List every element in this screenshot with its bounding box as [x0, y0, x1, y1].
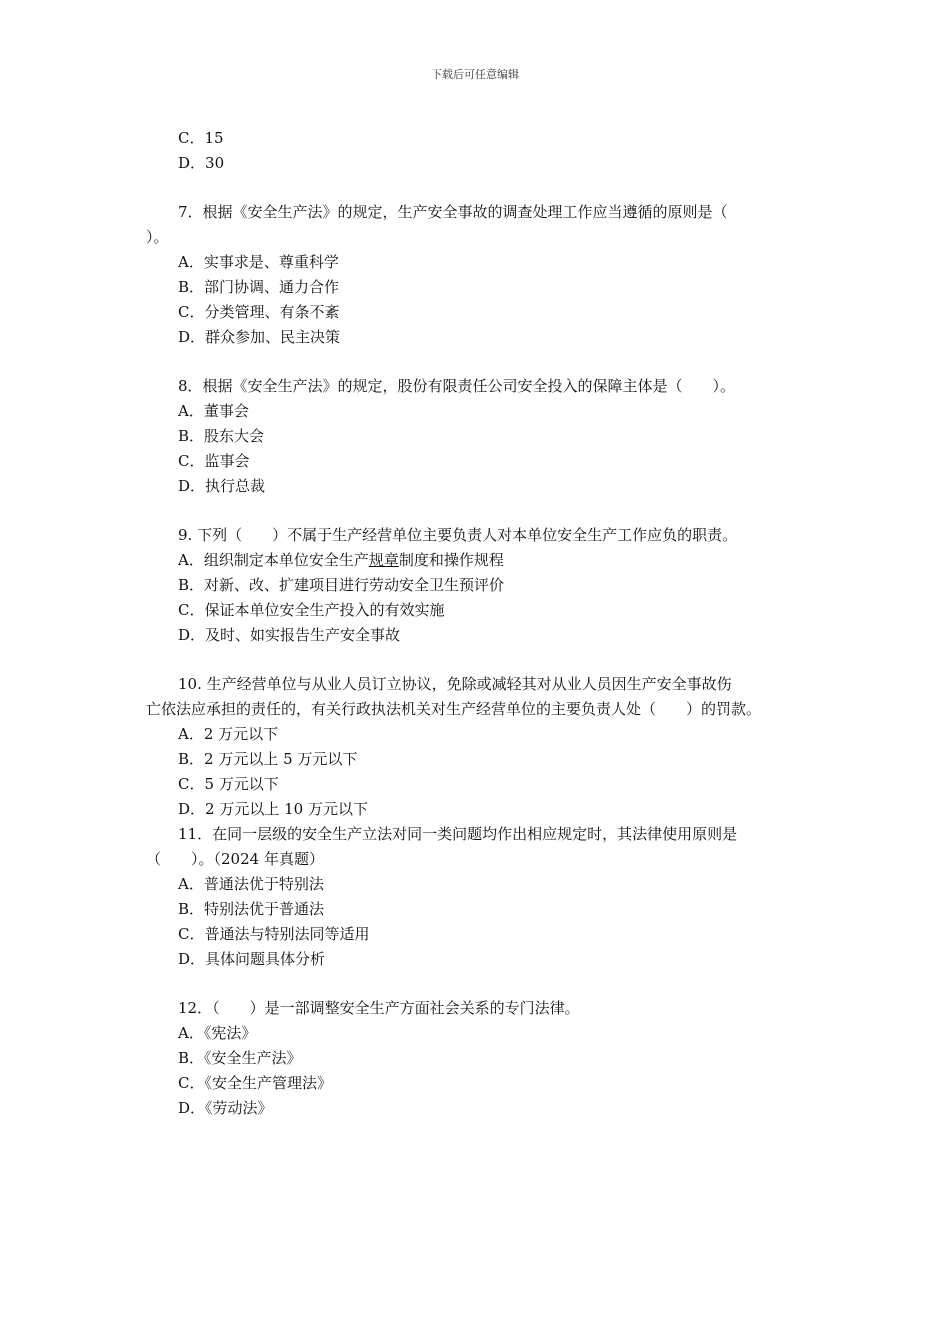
- option-c: C．普通法与特别法同等适用: [178, 925, 370, 943]
- option-b: B．部门协调、通力合作: [178, 278, 340, 296]
- option-d: D．执行总裁: [178, 477, 266, 495]
- option-c: C．监事会: [178, 452, 250, 470]
- option-d: D．《劳动法》: [178, 1099, 273, 1117]
- question-11: [146, 822, 816, 972]
- option-c: C．分类管理、有条不紊: [178, 303, 340, 321]
- option-b: B．股东大会: [178, 427, 265, 445]
- question-9: [146, 523, 816, 648]
- option-a-pre: A．组织制定本单位安全生产: [178, 551, 369, 569]
- question-text-cont: ）。: [146, 228, 169, 246]
- question-7: [146, 200, 816, 350]
- option-d: D．2 万元以上 10 万元以下: [178, 800, 368, 818]
- option-c: C．15: [178, 129, 224, 147]
- option-d: D．及时、如实报告生产安全事故: [178, 626, 401, 644]
- option-c: C．保证本单位安全生产投入的有效实施: [178, 601, 445, 619]
- question-10: [146, 672, 816, 822]
- question-text: 12．（ ）是一部调整安全生产方面社会关系的专门法律。: [178, 999, 580, 1017]
- question-12: [146, 996, 816, 1121]
- option-b: B．2 万元以上 5 万元以下: [178, 750, 358, 768]
- option-a-post: 制度和操作规程: [398, 551, 504, 569]
- option-a: [146, 548, 816, 573]
- question-8: [146, 374, 816, 499]
- option-d: D．群众参加、民主决策: [178, 328, 341, 346]
- option-b: B．特别法优于普通法: [178, 900, 325, 918]
- document-body: [146, 126, 816, 1121]
- question-text: 11．在同一层级的安全生产立法对同一类问题均作出相应规定时，其法律使用原则是: [178, 825, 738, 843]
- option-c: C．《安全生产管理法》: [178, 1074, 332, 1092]
- option-d: D．30: [178, 154, 225, 172]
- option-b: B．对新、改、扩建项目进行劳动安全卫生预评价: [178, 576, 505, 594]
- option-a: A．《宪法》: [178, 1024, 257, 1042]
- option-a: A．普通法优于特别法: [178, 875, 324, 893]
- question-text: 8．根据《安全生产法》的规定，股份有限责任公司安全投入的保障主体是（ ）。: [178, 377, 736, 395]
- question-text-cont: 亡依法应承担的责任的，有关行政执法机关对生产经营单位的主要负责人处（ ）的罚款。: [146, 700, 762, 718]
- page-header: 下载后可任意编辑: [431, 68, 519, 81]
- question-text: 10. 生产经营单位与从业人员订立协议，免除或减轻其对从业人员因生产安全事故伤: [178, 675, 732, 693]
- option-a: A．实事求是、尊重科学: [178, 253, 339, 271]
- option-b: B．《安全生产法》: [178, 1049, 302, 1067]
- question-text: 9. 下列（ ）不属于生产经营单位主要负责人对本单位安全生产工作应负的职责。: [178, 526, 738, 544]
- question-text-cont: （ ）。（2024 年真题）: [146, 850, 324, 868]
- option-d: D．具体问题具体分析: [178, 950, 326, 968]
- option-a: A．董事会: [178, 402, 249, 420]
- option-a-underlined: 规章: [368, 551, 399, 569]
- question-text: 7．根据《安全生产法》的规定，生产安全事故的调查处理工作应当遵循的原则是（: [178, 203, 728, 221]
- option-a: A．2 万元以下: [178, 725, 279, 743]
- option-c: C．5 万元以下: [178, 775, 279, 793]
